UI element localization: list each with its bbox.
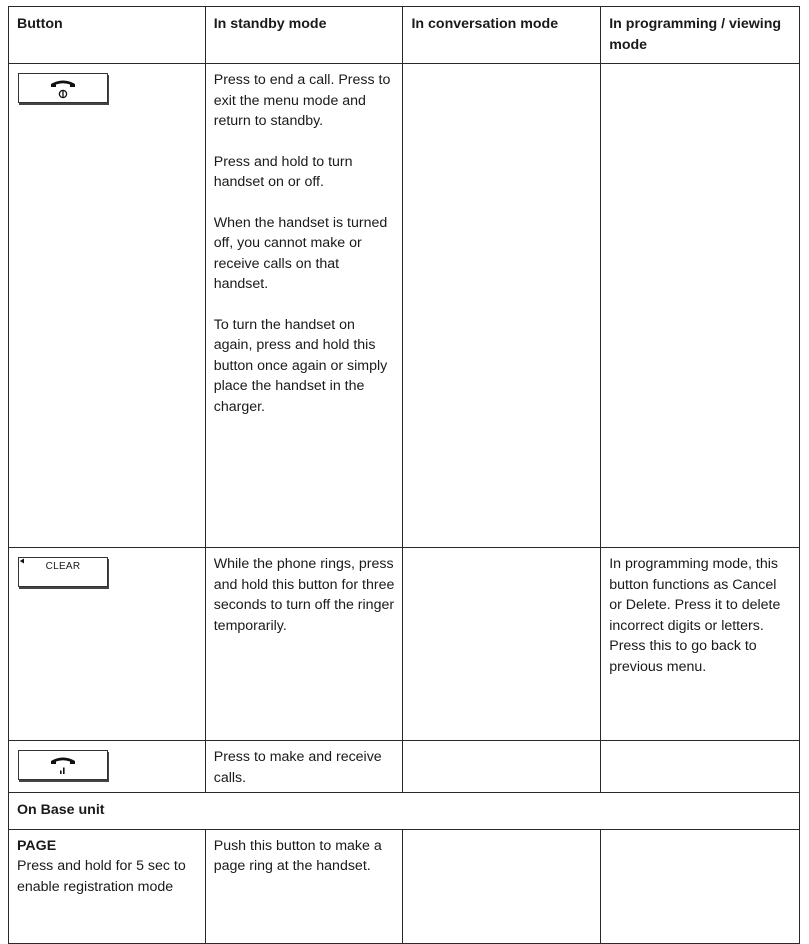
end-call-standby-text-1: Press to end a call. Press to exit the menu mode and return to standby. [213,72,391,129]
cell-page-standby: Push this button to make a page ring at the handset. [205,829,403,943]
table-row-section [9,793,800,830]
table-row-page [9,829,800,943]
header-conversation: In conversation mode [403,7,601,64]
cell-clear-standby: While the phone rings, press and hold this button for three seconds to turn off the ringer temporarily. [205,548,403,741]
cell-end-call-programming [601,64,800,548]
end-call-standby-text-4: To turn the handset on again, press and hold this button once again or simply place the handset in the charger. [213,316,388,415]
cell-clear-conversation [403,548,601,741]
cell-end-call-conversation [403,64,601,548]
header-button: Button [9,7,206,64]
cell-clear-key [9,548,206,741]
section-base-unit: On Base unit [9,793,800,830]
header-programming: In programming / viewing mode [601,7,800,64]
cell-talk-key [9,741,206,793]
cell-talk-conversation [403,741,601,793]
table-row-end-call [9,64,800,548]
header-standby: In standby mode [205,7,403,64]
cell-end-call-key [9,64,206,548]
page-button-title: PAGE [17,837,57,854]
clear-key [18,557,108,587]
talk-key [18,750,108,780]
table-header-row [9,7,800,64]
end-call-key [18,73,108,103]
table-row-talk [9,741,800,793]
cell-clear-programming: In programming mode, this button functions as Cancel or Delete. Press it to delete incorrect digits or letters. Press this to go back to previous menu. [601,548,800,741]
cell-talk-programming [601,741,800,793]
end-call-standby-text-2: Press and hold to turn handset on or off. [213,153,353,190]
end-call-standby-text-3: When the handset is turned off, you cannot make or receive calls on that handset. [213,214,388,292]
page-button-description: Press and hold for 5 sec to enable registration mode [17,858,186,895]
handset-power-icon [19,74,107,102]
left-arrow-icon [19,558,25,564]
clear-key-label: CLEAR [45,561,81,572]
handset-talk-icon [19,751,107,779]
cell-page-conversation [403,829,601,943]
cell-page-programming [601,829,800,943]
cell-talk-standby: Press to make and receive calls. [205,741,403,793]
cell-end-call-standby [205,64,403,548]
button-function-table [8,6,800,944]
cell-page-key [9,829,206,943]
table-row-clear [9,548,800,741]
